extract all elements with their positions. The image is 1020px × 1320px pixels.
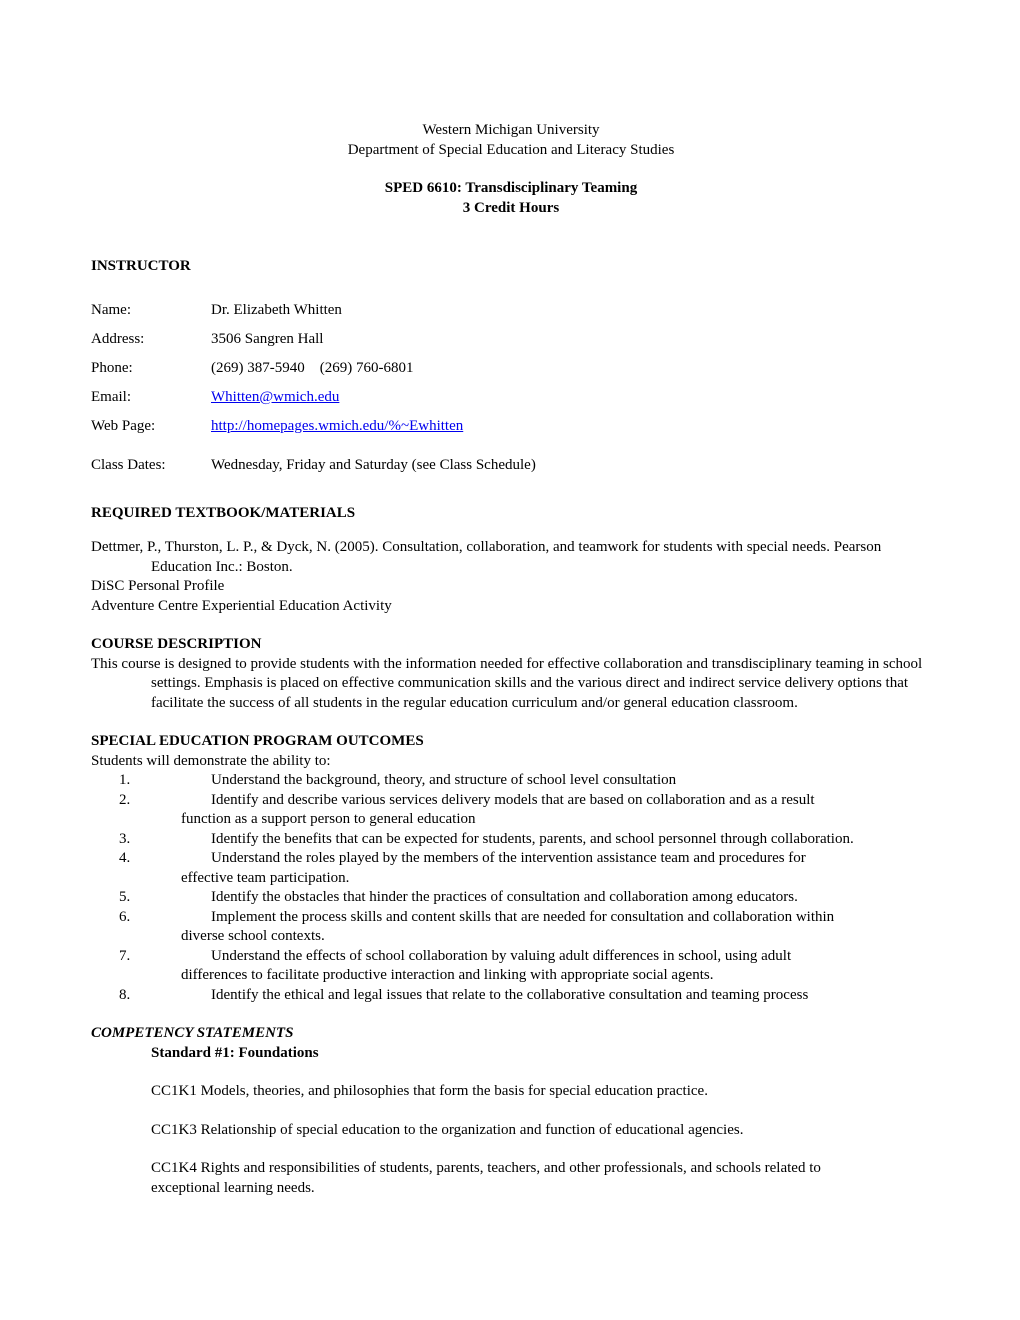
description-heading: COURSE DESCRIPTION (91, 636, 262, 652)
class-dates-value: Wednesday, Friday and Saturday (see Class Schedule) (211, 456, 536, 473)
university-name: Western Michigan University (422, 122, 600, 138)
outcomes-intro: Students will demonstrate the ability to: (91, 752, 331, 769)
outcome-item (91, 771, 931, 791)
address-row (91, 330, 931, 359)
outcome-item (91, 888, 931, 908)
outcome-text: Identify the obstacles that hinder the practices of consultation and collaboration among educators. (211, 889, 798, 905)
outcome-item (91, 849, 931, 888)
email-row (91, 388, 931, 417)
syllabus-page (91, 121, 931, 1198)
outcome-text: Implement the process skills and content skills that are needed for consultation and collaboration within (211, 908, 835, 925)
outcome-text: Understand the roles played by the members of the intervention assistance team and procedures for (211, 850, 806, 866)
outcome-number: 8. (119, 986, 131, 1003)
phone-row (91, 359, 931, 388)
webpage-link[interactable]: http://homepages.wmich.edu/%~Ewhitten (211, 417, 464, 434)
description-text: This course is designed to provide students with the information needed for effective collaboration and transdisciplinary teaming in school settings. Emphasis is placed on effective communication skills and the various direct and indirect service delivery options that facilitate the success of all students in the regular education curriculum and/or general education classroom. (91, 655, 923, 711)
outcome-text: Understand the background, theory, and structure of school level consultation (211, 772, 677, 788)
outcome-continuation: function as a support person to general education (181, 811, 476, 827)
outcome-continuation: diverse school contexts. (181, 928, 325, 944)
outcome-number: 7. (119, 947, 131, 964)
textbook-citation: Dettmer, P., Thurston, L. P., & Dyck, N. (2005). Consultation, collaboration, and teamwork for students with special needs. Pearson Education Inc.: Boston. (91, 539, 882, 575)
webpage-label: Web Page: (91, 417, 156, 434)
outcome-continuation: effective team participation. (181, 869, 350, 886)
outcome-number: 2. (119, 791, 131, 808)
class-dates-row (91, 456, 931, 485)
webpage-row (91, 417, 931, 446)
outcome-number: 1. (119, 772, 131, 788)
credit-hours: 3 Credit Hours (462, 199, 560, 216)
standard-heading: Standard #1: Foundations (151, 1044, 319, 1061)
outcome-text: Identify the ethical and legal issues that relate to the collaborative consultation and teaming process (211, 986, 809, 1003)
competency-heading: COMPETENCY STATEMENTS (91, 1025, 294, 1041)
outcome-number: 3. (119, 830, 131, 847)
name-value: Dr. Elizabeth Whitten (211, 301, 342, 318)
phone-label: Phone: (91, 359, 133, 376)
competency-item: CC1K4 Rights and responsibilities of students, parents, teachers, and other professionals, and schools related to exceptional learning needs. (151, 1160, 821, 1196)
outcome-number: 6. (119, 908, 131, 925)
address-value: 3506 Sangren Hall (211, 330, 324, 347)
name-label: Name: (91, 301, 131, 318)
instructor-heading: INSTRUCTOR (91, 258, 191, 274)
outcome-text: Identify the benefits that can be expected for students, parents, and school personnel through collaboration. (211, 830, 854, 847)
address-label: Address: (91, 330, 145, 347)
outcome-item (91, 791, 931, 830)
outcome-item (91, 986, 931, 1006)
outcome-number: 5. (119, 889, 131, 905)
outcome-item (91, 830, 931, 850)
email-label: Email: (91, 388, 131, 405)
materials-heading: REQUIRED TEXTBOOK/MATERIALS (91, 504, 356, 521)
outcomes-list (91, 771, 931, 1005)
material-disc-profile: DiSC Personal Profile (91, 578, 225, 594)
outcome-item (91, 947, 931, 986)
competency-item: CC1K1 Models, theories, and philosophies that form the basis for special education practice. (151, 1083, 708, 1099)
outcomes-heading: SPECIAL EDUCATION PROGRAM OUTCOMES (91, 733, 424, 749)
name-row (91, 301, 931, 330)
course-title: SPED 6610: Transdisciplinary Teaming (384, 180, 638, 196)
material-adventure-centre: Adventure Centre Experiential Education Activity (91, 597, 392, 614)
outcome-text: Understand the effects of school collaboration by valuing adult differences in school, using adult (211, 947, 792, 964)
competency-item: CC1K3 Relationship of special education to the organization and function of educational agencies. (151, 1121, 744, 1138)
class-dates-label: Class Dates: (91, 456, 166, 473)
outcome-item (91, 908, 931, 947)
email-link[interactable]: Whitten@wmich.edu (211, 388, 340, 405)
department-name: Department of Special Education and Literacy Studies (347, 141, 675, 158)
outcome-continuation: differences to facilitate productive interaction and linking with appropriate social agents. (181, 967, 714, 983)
outcome-text: Identify and describe various services delivery models that are based on collaboration and as a result (211, 791, 815, 808)
instructor-info (91, 301, 931, 485)
phone-value: (269) 387-5940 (269) 760-6801 (211, 359, 414, 376)
outcome-number: 4. (119, 850, 131, 866)
